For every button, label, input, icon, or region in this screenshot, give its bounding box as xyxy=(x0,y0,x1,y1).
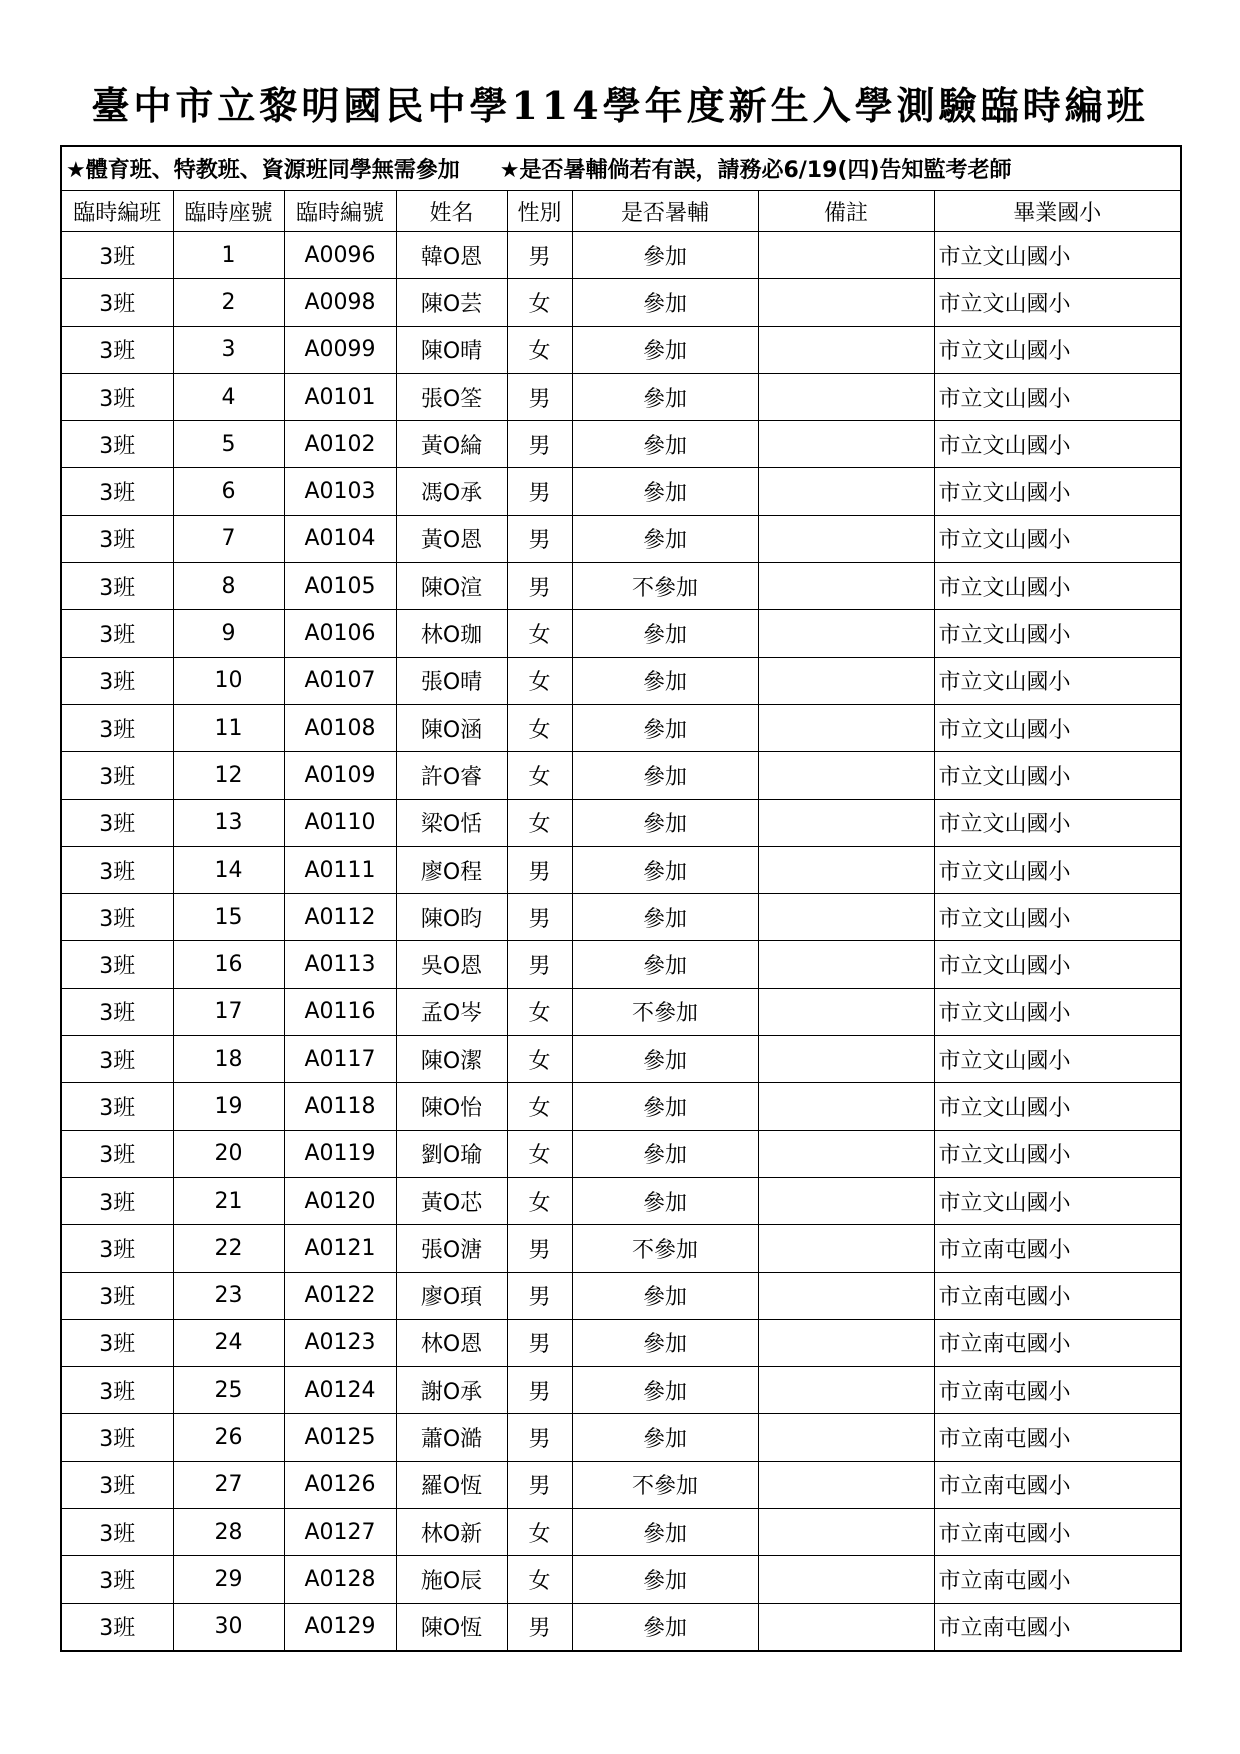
school-cell: 市立文山國小 xyxy=(934,515,1181,562)
temp-seat-cell: 9 xyxy=(173,610,284,657)
school-cell: 市立南屯國小 xyxy=(934,1509,1181,1556)
temp-class-cell: 3班 xyxy=(61,373,173,420)
remarks-cell xyxy=(758,279,934,326)
gender-cell: 男 xyxy=(507,1603,572,1651)
temp-id-cell: A0098 xyxy=(284,279,396,326)
gender-cell: 男 xyxy=(507,1414,572,1461)
name-cell: 陳O芸 xyxy=(396,279,507,326)
temp-class-cell: 3班 xyxy=(61,279,173,326)
temp-class-cell: 3班 xyxy=(61,1272,173,1319)
temp-class-cell: 3班 xyxy=(61,1461,173,1508)
remarks-cell xyxy=(758,657,934,704)
summer-class-cell: 參加 xyxy=(572,846,758,893)
remarks-cell xyxy=(758,846,934,893)
temp-id-cell: A0104 xyxy=(284,515,396,562)
temp-id-cell: A0129 xyxy=(284,1603,396,1651)
gender-cell: 男 xyxy=(507,563,572,610)
school-cell: 市立文山國小 xyxy=(934,1083,1181,1130)
notice-row xyxy=(61,146,1181,191)
table-row xyxy=(61,373,1181,420)
remarks-cell xyxy=(758,326,934,373)
table-row xyxy=(61,421,1181,468)
summer-class-cell: 參加 xyxy=(572,232,758,279)
gender-cell: 男 xyxy=(507,421,572,468)
temp-class-cell: 3班 xyxy=(61,1177,173,1224)
class-roster-table xyxy=(60,145,1182,1652)
temp-id-cell: A0105 xyxy=(284,563,396,610)
table-row xyxy=(61,752,1181,799)
table-row xyxy=(61,232,1181,279)
name-cell: 林O恩 xyxy=(396,1319,507,1366)
remarks-cell xyxy=(758,941,934,988)
summer-class-cell: 參加 xyxy=(572,373,758,420)
gender-cell: 男 xyxy=(507,894,572,941)
summer-class-cell: 參加 xyxy=(572,279,758,326)
school-cell: 市立南屯國小 xyxy=(934,1367,1181,1414)
temp-class-cell: 3班 xyxy=(61,846,173,893)
school-cell: 市立文山國小 xyxy=(934,752,1181,799)
summer-class-cell: 參加 xyxy=(572,1177,758,1224)
temp-id-cell: A0103 xyxy=(284,468,396,515)
temp-seat-cell: 14 xyxy=(173,846,284,893)
school-cell: 市立文山國小 xyxy=(934,894,1181,941)
temp-id-cell: A0122 xyxy=(284,1272,396,1319)
table-row xyxy=(61,1556,1181,1603)
remarks-cell xyxy=(758,373,934,420)
temp-seat-cell: 8 xyxy=(173,563,284,610)
summer-class-cell: 不參加 xyxy=(572,1461,758,1508)
summer-class-cell: 參加 xyxy=(572,1414,758,1461)
remarks-cell xyxy=(758,1461,934,1508)
temp-class-cell: 3班 xyxy=(61,1509,173,1556)
school-cell: 市立南屯國小 xyxy=(934,1414,1181,1461)
temp-id-cell: A0110 xyxy=(284,799,396,846)
gender-cell: 男 xyxy=(507,1272,572,1319)
temp-id-cell: A0117 xyxy=(284,1036,396,1083)
remarks-cell xyxy=(758,1367,934,1414)
temp-class-cell: 3班 xyxy=(61,1130,173,1177)
remarks-cell xyxy=(758,752,934,799)
gender-cell: 女 xyxy=(507,279,572,326)
school-cell: 市立文山國小 xyxy=(934,657,1181,704)
summer-class-cell: 參加 xyxy=(572,1509,758,1556)
temp-class-cell: 3班 xyxy=(61,326,173,373)
temp-seat-cell: 28 xyxy=(173,1509,284,1556)
gender-cell: 女 xyxy=(507,1509,572,1556)
temp-id-cell: A0099 xyxy=(284,326,396,373)
temp-seat-cell: 16 xyxy=(173,941,284,988)
remarks-cell xyxy=(758,704,934,751)
summer-class-cell: 參加 xyxy=(572,1036,758,1083)
gender-cell: 女 xyxy=(507,610,572,657)
name-cell: 林O珈 xyxy=(396,610,507,657)
name-cell: 張O筌 xyxy=(396,373,507,420)
temp-class-cell: 3班 xyxy=(61,1083,173,1130)
school-cell: 市立文山國小 xyxy=(934,988,1181,1035)
temp-id-cell: A0123 xyxy=(284,1319,396,1366)
temp-seat-cell: 6 xyxy=(173,468,284,515)
header-remarks: 備註 xyxy=(758,191,934,232)
school-cell: 市立南屯國小 xyxy=(934,1603,1181,1651)
table-row xyxy=(61,610,1181,657)
table-row xyxy=(61,1414,1181,1461)
table-row xyxy=(61,1225,1181,1272)
table-row xyxy=(61,1319,1181,1366)
table-row xyxy=(61,988,1181,1035)
remarks-cell xyxy=(758,610,934,657)
summer-class-cell: 參加 xyxy=(572,1556,758,1603)
temp-class-cell: 3班 xyxy=(61,1556,173,1603)
summer-class-cell: 參加 xyxy=(572,1319,758,1366)
table-row xyxy=(61,704,1181,751)
temp-id-cell: A0108 xyxy=(284,704,396,751)
temp-seat-cell: 22 xyxy=(173,1225,284,1272)
temp-seat-cell: 25 xyxy=(173,1367,284,1414)
temp-id-cell: A0109 xyxy=(284,752,396,799)
name-cell: 吳O恩 xyxy=(396,941,507,988)
notice-right: ★是否暑輔倘若有誤，請務必6/19(四)告知監考老師 xyxy=(499,158,1012,183)
school-cell: 市立文山國小 xyxy=(934,468,1181,515)
name-cell: 陳O渲 xyxy=(396,563,507,610)
temp-class-cell: 3班 xyxy=(61,1367,173,1414)
temp-seat-cell: 24 xyxy=(173,1319,284,1366)
school-cell: 市立文山國小 xyxy=(934,1177,1181,1224)
table-row xyxy=(61,1177,1181,1224)
temp-class-cell: 3班 xyxy=(61,894,173,941)
temp-id-cell: A0101 xyxy=(284,373,396,420)
temp-class-cell: 3班 xyxy=(61,752,173,799)
school-cell: 市立文山國小 xyxy=(934,326,1181,373)
temp-id-cell: A0121 xyxy=(284,1225,396,1272)
summer-class-cell: 參加 xyxy=(572,421,758,468)
temp-id-cell: A0118 xyxy=(284,1083,396,1130)
remarks-cell xyxy=(758,468,934,515)
table-row xyxy=(61,563,1181,610)
header-temp-id: 臨時編號 xyxy=(284,191,396,232)
name-cell: 韓O恩 xyxy=(396,232,507,279)
table-row xyxy=(61,1603,1181,1651)
name-cell: 馮O承 xyxy=(396,468,507,515)
temp-id-cell: A0124 xyxy=(284,1367,396,1414)
table-row xyxy=(61,941,1181,988)
name-cell: 黃O綸 xyxy=(396,421,507,468)
temp-seat-cell: 21 xyxy=(173,1177,284,1224)
temp-seat-cell: 10 xyxy=(173,657,284,704)
temp-seat-cell: 29 xyxy=(173,1556,284,1603)
header-elementary-school: 畢業國小 xyxy=(934,191,1181,232)
temp-id-cell: A0107 xyxy=(284,657,396,704)
gender-cell: 男 xyxy=(507,232,572,279)
table-row xyxy=(61,515,1181,562)
name-cell: 劉O瑜 xyxy=(396,1130,507,1177)
gender-cell: 男 xyxy=(507,846,572,893)
name-cell: 羅O恆 xyxy=(396,1461,507,1508)
remarks-cell xyxy=(758,1509,934,1556)
table-row xyxy=(61,1036,1181,1083)
school-cell: 市立南屯國小 xyxy=(934,1461,1181,1508)
gender-cell: 男 xyxy=(507,515,572,562)
gender-cell: 女 xyxy=(507,1036,572,1083)
header-temp-seat: 臨時座號 xyxy=(173,191,284,232)
summer-class-cell: 參加 xyxy=(572,326,758,373)
name-cell: 孟O岑 xyxy=(396,988,507,1035)
temp-id-cell: A0096 xyxy=(284,232,396,279)
temp-seat-cell: 23 xyxy=(173,1272,284,1319)
temp-seat-cell: 5 xyxy=(173,421,284,468)
school-cell: 市立文山國小 xyxy=(934,279,1181,326)
summer-class-cell: 參加 xyxy=(572,752,758,799)
summer-class-cell: 參加 xyxy=(572,515,758,562)
table-row xyxy=(61,657,1181,704)
name-cell: 陳O潔 xyxy=(396,1036,507,1083)
temp-class-cell: 3班 xyxy=(61,421,173,468)
temp-seat-cell: 4 xyxy=(173,373,284,420)
name-cell: 黃O恩 xyxy=(396,515,507,562)
header-row xyxy=(61,191,1181,232)
temp-seat-cell: 18 xyxy=(173,1036,284,1083)
temp-seat-cell: 17 xyxy=(173,988,284,1035)
temp-id-cell: A0125 xyxy=(284,1414,396,1461)
school-cell: 市立文山國小 xyxy=(934,563,1181,610)
name-cell: 陳O恆 xyxy=(396,1603,507,1651)
remarks-cell xyxy=(758,1414,934,1461)
remarks-cell xyxy=(758,1556,934,1603)
gender-cell: 女 xyxy=(507,752,572,799)
table-row xyxy=(61,279,1181,326)
temp-class-cell: 3班 xyxy=(61,657,173,704)
table-row xyxy=(61,1461,1181,1508)
temp-class-cell: 3班 xyxy=(61,468,173,515)
table-row xyxy=(61,1509,1181,1556)
school-cell: 市立南屯國小 xyxy=(934,1272,1181,1319)
school-cell: 市立文山國小 xyxy=(934,1130,1181,1177)
remarks-cell xyxy=(758,1177,934,1224)
remarks-cell xyxy=(758,232,934,279)
temp-id-cell: A0112 xyxy=(284,894,396,941)
temp-class-cell: 3班 xyxy=(61,1225,173,1272)
gender-cell: 女 xyxy=(507,704,572,751)
temp-seat-cell: 30 xyxy=(173,1603,284,1651)
school-cell: 市立南屯國小 xyxy=(934,1319,1181,1366)
summer-class-cell: 不參加 xyxy=(572,563,758,610)
summer-class-cell: 參加 xyxy=(572,799,758,846)
temp-class-cell: 3班 xyxy=(61,610,173,657)
summer-class-cell: 參加 xyxy=(572,657,758,704)
notice-cell xyxy=(61,146,1181,191)
remarks-cell xyxy=(758,1319,934,1366)
gender-cell: 男 xyxy=(507,1319,572,1366)
temp-seat-cell: 19 xyxy=(173,1083,284,1130)
school-cell: 市立南屯國小 xyxy=(934,1556,1181,1603)
summer-class-cell: 參加 xyxy=(572,894,758,941)
table-row xyxy=(61,1083,1181,1130)
name-cell: 許O睿 xyxy=(396,752,507,799)
school-cell: 市立文山國小 xyxy=(934,373,1181,420)
summer-class-cell: 參加 xyxy=(572,1130,758,1177)
page-title: 臺中市立黎明國民中學114學年度新生入學測驗臨時編班 xyxy=(91,83,1149,128)
remarks-cell xyxy=(758,1225,934,1272)
header-summer-class: 是否暑輔 xyxy=(572,191,758,232)
name-cell: 廖O程 xyxy=(396,846,507,893)
gender-cell: 女 xyxy=(507,799,572,846)
summer-class-cell: 參加 xyxy=(572,704,758,751)
name-cell: 黃O芯 xyxy=(396,1177,507,1224)
temp-seat-cell: 12 xyxy=(173,752,284,799)
gender-cell: 女 xyxy=(507,1556,572,1603)
summer-class-cell: 參加 xyxy=(572,1083,758,1130)
temp-seat-cell: 26 xyxy=(173,1414,284,1461)
table-row xyxy=(61,1272,1181,1319)
name-cell: 謝O承 xyxy=(396,1367,507,1414)
remarks-cell xyxy=(758,1130,934,1177)
name-cell: 梁O恬 xyxy=(396,799,507,846)
name-cell: 施O辰 xyxy=(396,1556,507,1603)
table-row xyxy=(61,1367,1181,1414)
gender-cell: 男 xyxy=(507,373,572,420)
temp-id-cell: A0120 xyxy=(284,1177,396,1224)
remarks-cell xyxy=(758,1036,934,1083)
temp-class-cell: 3班 xyxy=(61,941,173,988)
remarks-cell xyxy=(758,1083,934,1130)
header-name: 姓名 xyxy=(396,191,507,232)
gender-cell: 女 xyxy=(507,1130,572,1177)
remarks-cell xyxy=(758,988,934,1035)
table-row xyxy=(61,468,1181,515)
remarks-cell xyxy=(758,1272,934,1319)
temp-seat-cell: 2 xyxy=(173,279,284,326)
temp-id-cell: A0119 xyxy=(284,1130,396,1177)
name-cell: 張O晴 xyxy=(396,657,507,704)
temp-class-cell: 3班 xyxy=(61,1319,173,1366)
remarks-cell xyxy=(758,1603,934,1651)
temp-seat-cell: 20 xyxy=(173,1130,284,1177)
temp-class-cell: 3班 xyxy=(61,1603,173,1651)
summer-class-cell: 參加 xyxy=(572,610,758,657)
gender-cell: 男 xyxy=(507,1225,572,1272)
school-cell: 市立南屯國小 xyxy=(934,1225,1181,1272)
table-row xyxy=(61,799,1181,846)
header-gender: 性別 xyxy=(507,191,572,232)
summer-class-cell: 參加 xyxy=(572,468,758,515)
table-row xyxy=(61,894,1181,941)
temp-seat-cell: 11 xyxy=(173,704,284,751)
gender-cell: 女 xyxy=(507,1177,572,1224)
notice-left: ★體育班、特教班、資源班同學無需參加 xyxy=(66,158,460,183)
remarks-cell xyxy=(758,894,934,941)
temp-id-cell: A0126 xyxy=(284,1461,396,1508)
name-cell: 廖O頊 xyxy=(396,1272,507,1319)
summer-class-cell: 參加 xyxy=(572,941,758,988)
gender-cell: 女 xyxy=(507,1083,572,1130)
summer-class-cell: 參加 xyxy=(572,1272,758,1319)
temp-seat-cell: 15 xyxy=(173,894,284,941)
name-cell: 陳O涵 xyxy=(396,704,507,751)
table-row xyxy=(61,326,1181,373)
name-cell: 蕭O澔 xyxy=(396,1414,507,1461)
temp-seat-cell: 7 xyxy=(173,515,284,562)
temp-class-cell: 3班 xyxy=(61,704,173,751)
school-cell: 市立文山國小 xyxy=(934,421,1181,468)
remarks-cell xyxy=(758,421,934,468)
school-cell: 市立文山國小 xyxy=(934,799,1181,846)
gender-cell: 女 xyxy=(507,657,572,704)
temp-id-cell: A0106 xyxy=(284,610,396,657)
name-cell: 林O新 xyxy=(396,1509,507,1556)
temp-id-cell: A0128 xyxy=(284,1556,396,1603)
gender-cell: 男 xyxy=(507,1461,572,1508)
temp-id-cell: A0116 xyxy=(284,988,396,1035)
temp-class-cell: 3班 xyxy=(61,563,173,610)
gender-cell: 男 xyxy=(507,941,572,988)
temp-seat-cell: 3 xyxy=(173,326,284,373)
temp-seat-cell: 1 xyxy=(173,232,284,279)
gender-cell: 女 xyxy=(507,326,572,373)
remarks-cell xyxy=(758,515,934,562)
temp-class-cell: 3班 xyxy=(61,515,173,562)
table-row xyxy=(61,846,1181,893)
temp-id-cell: A0111 xyxy=(284,846,396,893)
school-cell: 市立文山國小 xyxy=(934,704,1181,751)
temp-seat-cell: 13 xyxy=(173,799,284,846)
temp-class-cell: 3班 xyxy=(61,232,173,279)
temp-class-cell: 3班 xyxy=(61,988,173,1035)
summer-class-cell: 參加 xyxy=(572,1367,758,1414)
gender-cell: 女 xyxy=(507,988,572,1035)
name-cell: 張O溏 xyxy=(396,1225,507,1272)
summer-class-cell: 不參加 xyxy=(572,988,758,1035)
name-cell: 陳O晴 xyxy=(396,326,507,373)
school-cell: 市立文山國小 xyxy=(934,1036,1181,1083)
school-cell: 市立文山國小 xyxy=(934,941,1181,988)
temp-seat-cell: 27 xyxy=(173,1461,284,1508)
school-cell: 市立文山國小 xyxy=(934,610,1181,657)
temp-id-cell: A0127 xyxy=(284,1509,396,1556)
summer-class-cell: 參加 xyxy=(572,1603,758,1651)
name-cell: 陳O怡 xyxy=(396,1083,507,1130)
temp-id-cell: A0102 xyxy=(284,421,396,468)
temp-id-cell: A0113 xyxy=(284,941,396,988)
gender-cell: 男 xyxy=(507,468,572,515)
temp-class-cell: 3班 xyxy=(61,1036,173,1083)
table-row xyxy=(61,1130,1181,1177)
gender-cell: 男 xyxy=(507,1367,572,1414)
temp-class-cell: 3班 xyxy=(61,799,173,846)
summer-class-cell: 不參加 xyxy=(572,1225,758,1272)
header-temp-class: 臨時編班 xyxy=(61,191,173,232)
name-cell: 陳O昀 xyxy=(396,894,507,941)
school-cell: 市立文山國小 xyxy=(934,846,1181,893)
school-cell: 市立文山國小 xyxy=(934,232,1181,279)
remarks-cell xyxy=(758,799,934,846)
temp-class-cell: 3班 xyxy=(61,1414,173,1461)
remarks-cell xyxy=(758,563,934,610)
